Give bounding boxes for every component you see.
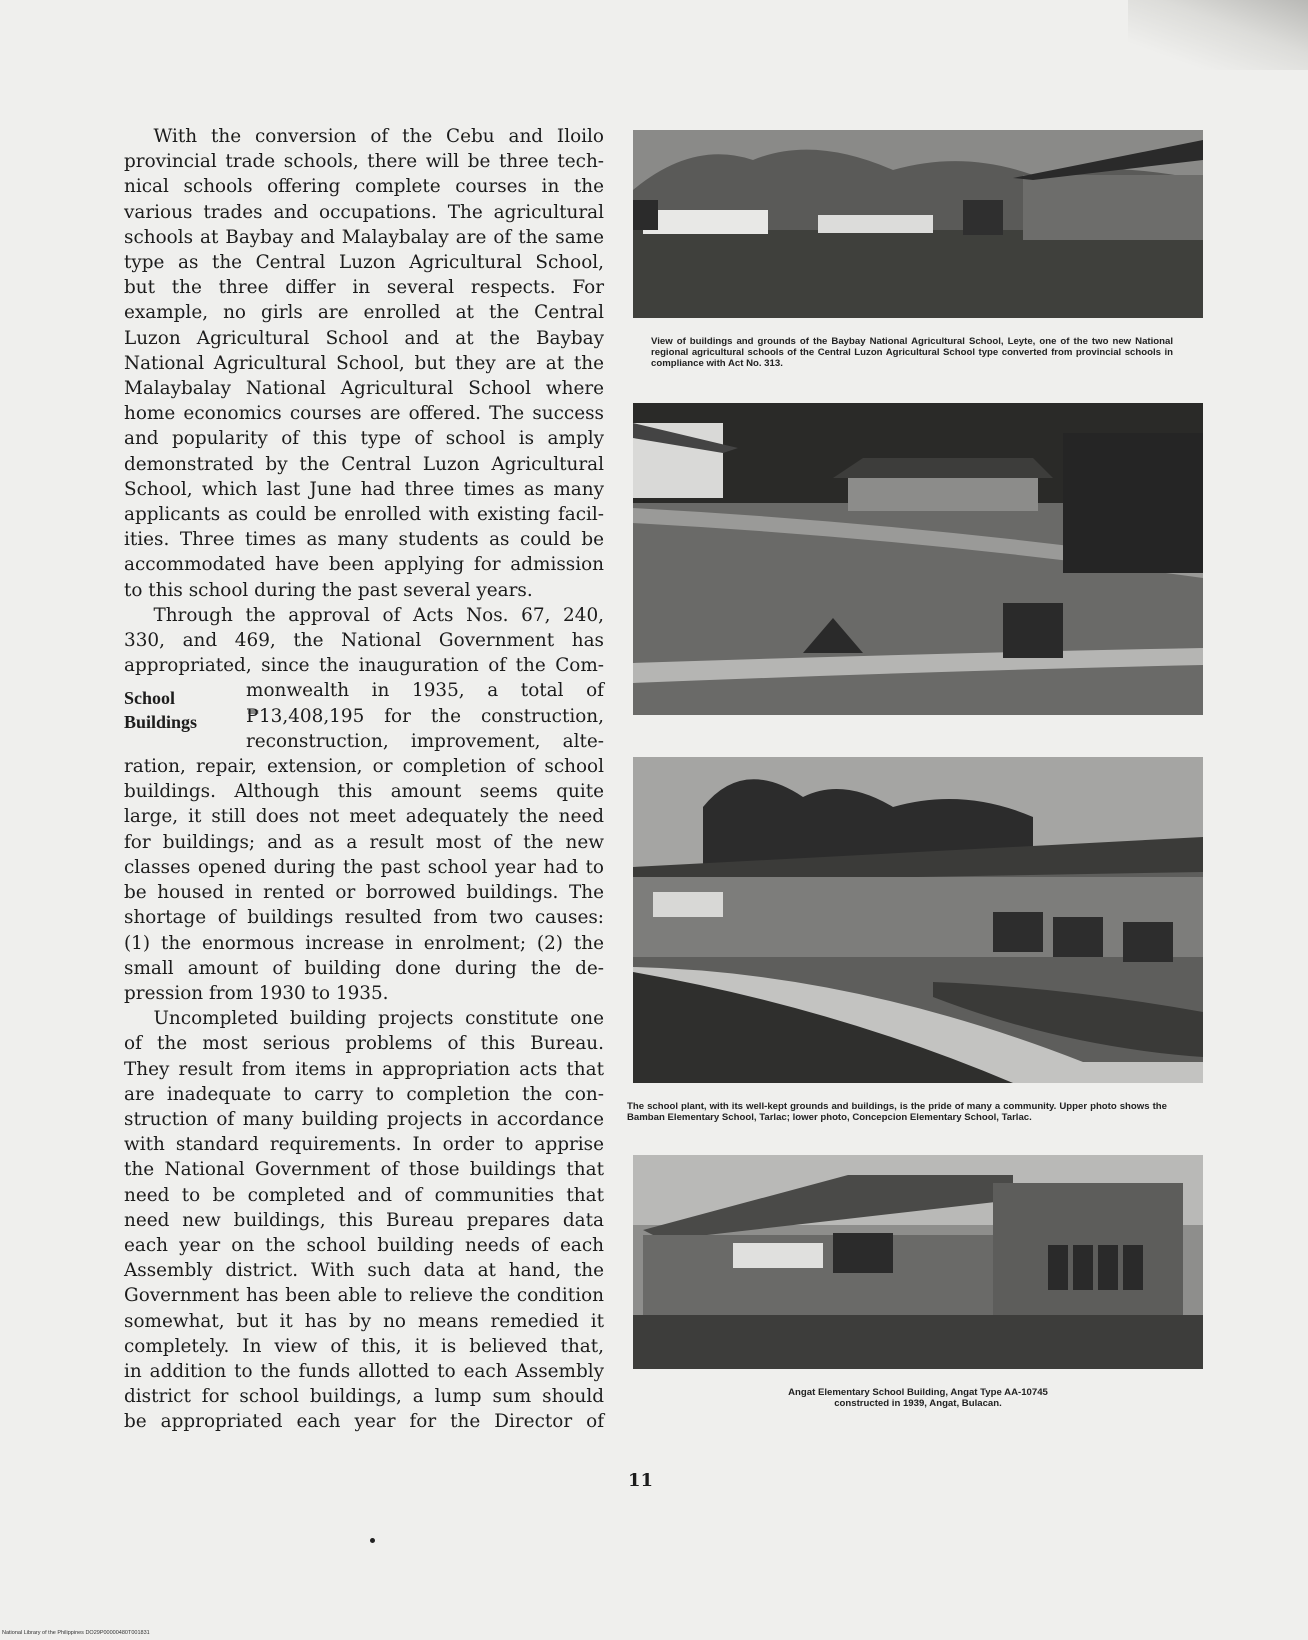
ink-dot <box>370 1538 375 1543</box>
text-line: type as the Central Luzon Agricultural School, <box>124 252 604 274</box>
text-line: demonstrated by the Central Luzon Agricultural <box>124 453 604 475</box>
body-text-column <box>124 124 604 1435</box>
text-line: reconstruction, improvement, alte- <box>246 730 604 752</box>
paragraph-2-lead <box>124 603 604 679</box>
caption-school-plant: The school plant, with its well-kept grounds and buildings, is the pride of many a community. Upper photo shows the Bamban Elementary School, Tarlac; lower photo, Concepcion Elementary School, Tarlac. <box>627 1101 1167 1123</box>
text-line: National Agricultural School, but they are at the <box>124 352 604 374</box>
text-line: be housed in rented or borrowed buildings. The <box>124 882 604 904</box>
caption-angat-line-1: Angat Elementary School Building, Angat Type AA-10745 <box>788 1387 1048 1398</box>
text-line: accommodated have been applying for admission <box>124 554 604 576</box>
text-line: buildings. Although this amount seems quite <box>124 781 604 803</box>
text-line: struction of many building projects in accordance <box>124 1108 604 1130</box>
text-line: home economics courses are offered. The success <box>124 403 604 425</box>
page-number: 11 <box>628 1470 654 1491</box>
text-line: somewhat, but it has by no means remedied it <box>124 1310 604 1332</box>
text-line: to this school during the past several years. <box>124 579 533 601</box>
text-line: monwealth in 1935, a total of <box>246 680 604 702</box>
text-line: (1) the enormous increase in enrolment; (2) the <box>124 932 604 954</box>
text-line: but the three differ in several respects. For <box>124 277 604 299</box>
text-line: example, no girls are enrolled at the Central <box>124 302 604 324</box>
text-line: With the conversion of the Cebu and Iloilo <box>153 126 604 147</box>
text-line: Luzon Agricultural School and at the Baybay <box>124 327 604 349</box>
text-line: various trades and occupations. The agricultural <box>124 201 604 223</box>
text-line: the National Government of those buildings that <box>124 1159 604 1181</box>
text-line: provincial trade schools, there will be three tech- <box>124 151 604 173</box>
text-line: nical schools offering complete courses in the <box>124 176 604 198</box>
text-line: Uncompleted building projects constitute one <box>153 1008 604 1030</box>
text-line: for buildings; and as a result most of the new <box>124 831 604 853</box>
text-line: Malaybalay National Agricultural School where <box>124 378 604 400</box>
text-line: ities. Three times as many students as could be <box>124 529 604 551</box>
library-footer-mark: National Library of the Philippines DO29P00000480T001831 <box>2 1630 150 1636</box>
side-heading-school-buildings: School Buildings <box>124 688 198 733</box>
text-line: completely. In view of this, it is believed that, <box>124 1335 604 1357</box>
photo-baybay-school <box>633 130 1203 318</box>
text-line: appropriated, since the inauguration of the Com- <box>124 655 604 677</box>
caption-angat-line-2: constructed in 1939, Angat, Bulacan. <box>834 1398 1002 1409</box>
text-line: applicants as could be enrolled with existing facil- <box>124 504 604 526</box>
text-line: ration, repair, extension, or completion of school <box>124 756 604 778</box>
text-line: are inadequate to carry to completion the con- <box>124 1083 604 1105</box>
photo-concepcion-school <box>633 757 1203 1083</box>
text-line: classes opened during the past school year had to <box>124 856 604 878</box>
paragraph-3 <box>124 1006 604 1434</box>
text-line: of the most serious problems of this Bureau. <box>124 1033 604 1055</box>
text-line: small amount of building done during the de- <box>124 957 604 979</box>
text-line: They result from items in appropriation acts that <box>124 1058 604 1080</box>
caption-angat <box>633 1387 1203 1409</box>
page-corner-shadow <box>1128 0 1308 70</box>
text-line: need new buildings, this Bureau prepares data <box>124 1209 604 1231</box>
paragraph-2-rest <box>124 754 604 1006</box>
text-line: and popularity of this type of school is amply <box>124 428 604 450</box>
text-line: ₱13,408,195 for the construction, <box>246 705 604 727</box>
text-line: schools at Baybay and Malaybalay are of the same <box>124 226 604 248</box>
photo-bamban-school <box>633 403 1203 715</box>
text-line: district for school buildings, a lump sum should <box>124 1386 604 1408</box>
photo-column <box>627 130 1203 1409</box>
side-heading-block <box>124 678 604 754</box>
text-line: in addition to the funds allotted to each Assembly <box>124 1360 604 1382</box>
text-line: School, which last June had three times as many <box>124 478 604 500</box>
text-line: need to be completed and of communities that <box>124 1184 604 1206</box>
text-line: be appropriated each year for the Director of <box>124 1411 604 1433</box>
text-line: Government has been able to relieve the condition <box>124 1285 604 1307</box>
text-line: large, it still does not meet adequately the need <box>124 806 604 828</box>
photo-angat-school <box>633 1155 1203 1369</box>
caption-baybay: View of buildings and grounds of the Baybay National Agricultural School, Leyte, one of the two new National regional agricultural schools of the Central Luzon Agricultural School type converted from provincial schools in compliance with Act No. 313. <box>651 336 1173 369</box>
text-line: pression from 1930 to 1935. <box>124 982 389 1004</box>
text-line: each year on the school building needs of each <box>124 1234 604 1256</box>
text-line: shortage of buildings resulted from two causes: <box>124 907 604 929</box>
paragraph-1 <box>124 124 604 603</box>
paragraph-2-wrapped <box>246 678 604 754</box>
text-line: 330, and 469, the National Government has <box>124 630 604 652</box>
text-line: Through the approval of Acts Nos. 67, 240, <box>153 604 604 626</box>
text-line: with standard requirements. In order to apprise <box>124 1134 604 1156</box>
text-line: Assembly district. With such data at hand, the <box>124 1260 604 1282</box>
